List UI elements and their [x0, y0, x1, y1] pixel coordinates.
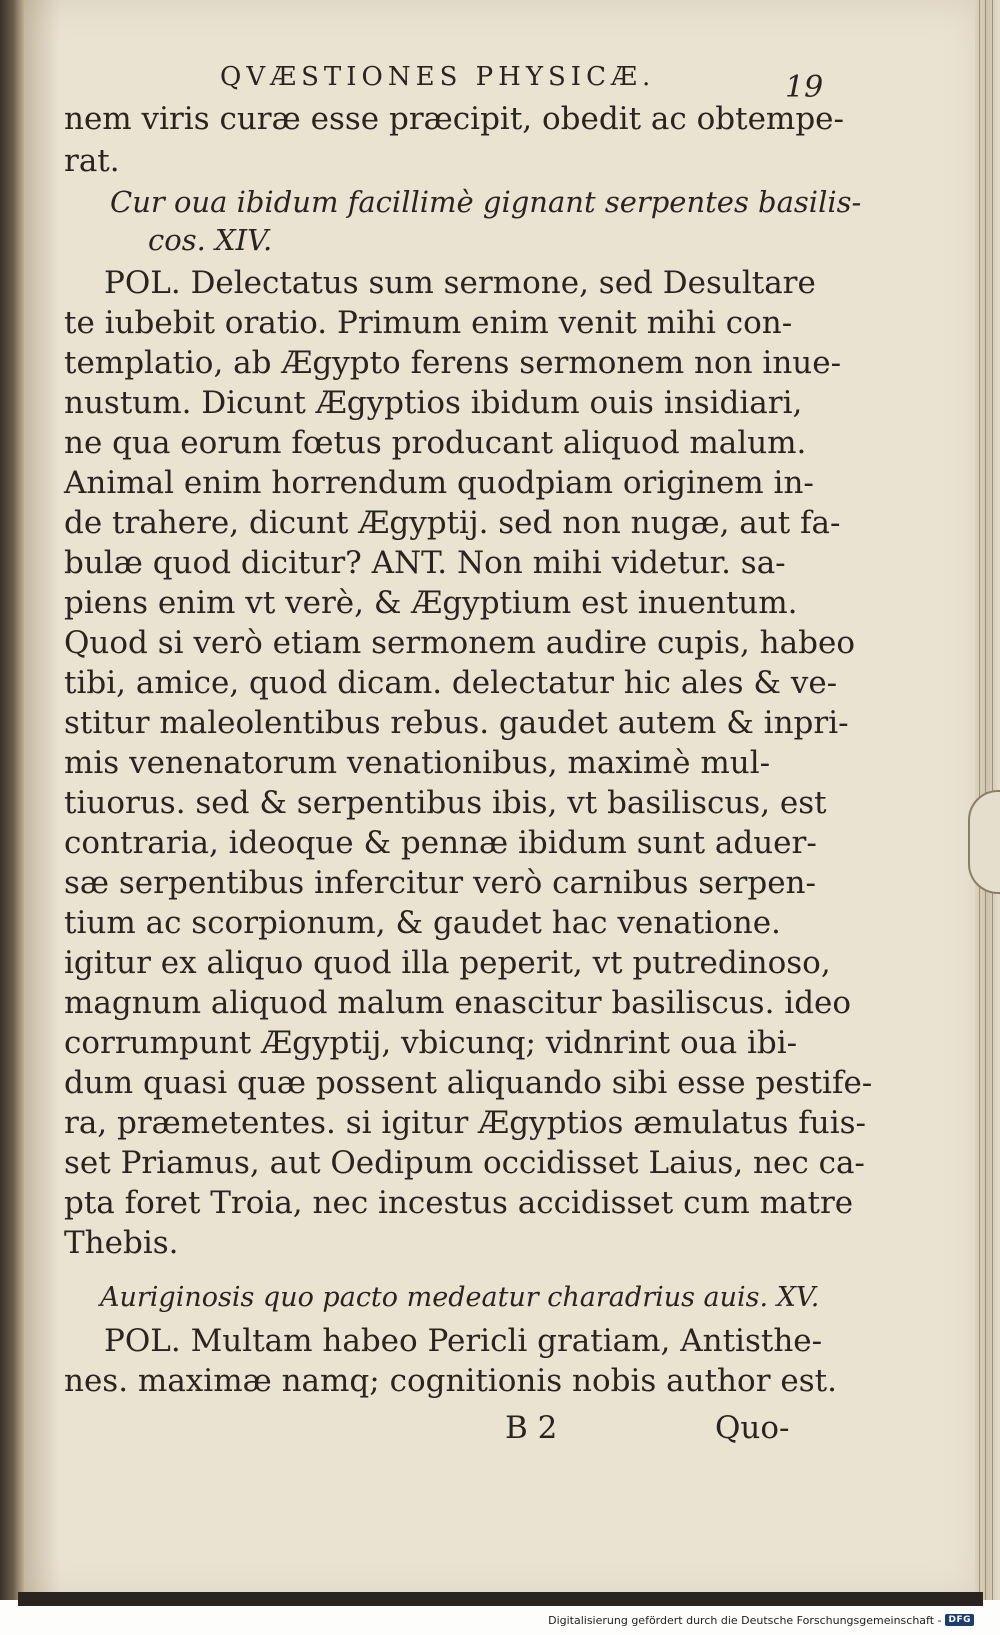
text-line: nem viris curæ esse præcipit, obedit ac obtempe- [64, 101, 844, 137]
signature-mark: B 2 [505, 1410, 558, 1446]
text-line: Animal enim horrendum quodpiam originem in- [64, 465, 814, 501]
credit-text: Digitalisierung gefördert durch die Deutsche Forschungsgemeinschaft - [548, 1613, 942, 1627]
text-line: Quod si verò etiam sermonem audire cupis, habeo [64, 625, 855, 661]
page-number: 19 [785, 70, 824, 105]
text-line: contraria, ideoque & pennæ ibidum sunt aduer- [64, 825, 817, 861]
text-line: stitur maleolentibus rebus. gaudet autem & inpri- [64, 705, 849, 741]
text-line: corrumpunt Ægyptij, vbicunq; vidnrint oua ibi- [64, 1025, 798, 1061]
text-line: mis venenatorum venationibus, maximè mul- [64, 745, 771, 781]
digitization-credit [548, 1611, 974, 1629]
binding-shadow [24, 0, 60, 1600]
text-line: pta foret Troia, nec incestus accidisset cum matre [64, 1185, 854, 1221]
text-line: te iubebit oratio. Primum enim venit mihi con- [64, 305, 793, 341]
scan-bottom-strip [18, 1592, 983, 1606]
running-head: QVÆSTIONES PHYSICÆ. [220, 62, 656, 92]
text-line: POL. Multam habeo Pericli gratiam, Antisthe- [104, 1323, 823, 1359]
text-line: igitur ex aliquo quod illa peperit, vt putredinoso, [64, 945, 831, 981]
text-line: tiuorus. sed & serpentibus ibis, vt basiliscus, est [64, 785, 827, 821]
section-heading: Auriginosis quo pacto medeatur charadrius auis. XV. [100, 1282, 820, 1313]
text-line: Thebis. [64, 1225, 179, 1261]
text-line: set Priamus, aut Oedipum occidisset Laius, nec ca- [64, 1145, 865, 1181]
text-line: POL. Delectatus sum sermone, sed Desultare [104, 265, 816, 301]
text-line: nes. maximæ namq; cognitionis nobis author est. [64, 1363, 837, 1399]
text-line: magnum aliquod malum enascitur basiliscus. ideo [64, 985, 852, 1021]
book-clasp [968, 790, 1000, 894]
text-line: ne qua eorum fœtus producant aliquod malum. [64, 425, 807, 461]
text-line: rat. [64, 143, 120, 179]
text-line: de trahere, dicunt Ægyptij. sed non nugæ, aut fa- [64, 505, 841, 541]
binding-edge [0, 0, 24, 1600]
dfg-logo-icon: DFG [945, 1614, 974, 1626]
section-heading: cos. XIV. [148, 223, 273, 257]
text-line: dum quasi quæ possent aliquando sibi esse pestife- [64, 1065, 873, 1101]
text-line: tium ac scorpionum, & gaudet hac venatione. [64, 905, 781, 941]
text-line: tibi, amice, quod dicam. delectatur hic ales & ve- [64, 665, 838, 701]
text-line: ra, præmetentes. si igitur Ægyptios æmulatus fuis- [64, 1105, 867, 1141]
text-line: bulæ quod dicitur? ANT. Non mihi videtur. sa- [64, 545, 786, 581]
text-line: templatio, ab Ægypto ferens sermonem non inue- [64, 345, 842, 381]
text-line: sæ serpentibus infercitur verò carnibus serpen- [64, 865, 816, 901]
text-line: nustum. Dicunt Ægyptios ibidum ouis insidiari, [64, 385, 803, 421]
catchword: Quo- [715, 1410, 790, 1446]
section-heading: Cur oua ibidum facillimè gignant serpentes basilis- [110, 185, 862, 219]
text-line: piens enim vt verè, & Ægyptium est inuentum. [64, 585, 798, 621]
